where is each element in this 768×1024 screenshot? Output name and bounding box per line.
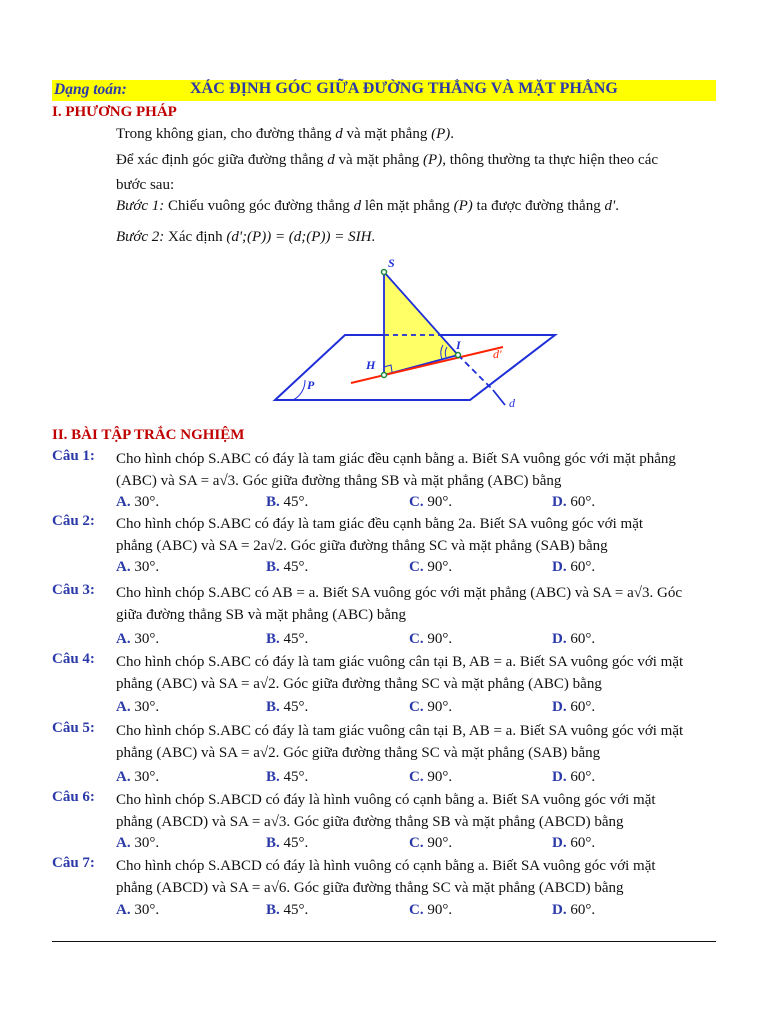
option-d[interactable]: D. 60°. — [552, 631, 596, 647]
section-heading-exercises: II. BÀI TẬP TRẮC NGHIỆM — [52, 427, 245, 443]
option-b[interactable]: B. 45°. — [266, 902, 309, 918]
question-number: Câu 7: — [52, 855, 95, 871]
point-i — [456, 353, 461, 358]
label-d: d — [509, 396, 515, 410]
question-text: Cho hình chóp S.ABC có đáy là tam giác đều cạnh bằng 2a. Biết SA vuông góc với mặt phẳng (ABC) và SA = 2a√2. Góc giữa đường thẳng SC và mặt phẳng (SAB) bằng — [116, 516, 644, 554]
option-a[interactable]: A. 30°. — [116, 631, 160, 647]
answer-options — [116, 631, 716, 651]
line-d-hidden — [458, 355, 493, 390]
option-d[interactable]: D. 60°. — [552, 769, 596, 785]
answer-options — [116, 769, 716, 789]
option-c[interactable]: C. 90°. — [409, 631, 453, 647]
option-c[interactable]: C. 90°. — [409, 769, 453, 785]
option-b[interactable]: B. 45°. — [266, 494, 309, 510]
option-c[interactable]: C. 90°. — [409, 902, 453, 918]
option-a[interactable]: A. 30°. — [116, 494, 160, 510]
option-a[interactable]: A. 30°. — [116, 699, 160, 715]
question-text: Cho hình chóp S.ABCD có đáy là hình vuông có cạnh bằng a. Biết SA vuông góc với mặt phẳng (ABCD) và SA = a√3. Góc giữa đường thẳng SB và mặt phẳng (ABCD) bằng — [116, 792, 656, 830]
answer-options — [116, 559, 716, 579]
label-dprime: d' — [493, 347, 502, 361]
question-text: Cho hình chóp S.ABC có AB = a. Biết SA vuông góc với mặt phẳng (ABC) và SA = a√3. Góc giữa đường thẳng SB và mặt phẳng (ABC) bằng — [116, 585, 682, 623]
line-d — [493, 390, 505, 405]
section-heading-method: I. PHƯƠNG PHÁP — [52, 104, 177, 120]
option-b[interactable]: B. 45°. — [266, 835, 309, 851]
option-d[interactable]: D. 60°. — [552, 699, 596, 715]
method-line-2: Để xác định góc giữa đường thẳng d và mặt phẳng (P), thông thường ta thực hiện theo các — [116, 152, 659, 168]
method-step-2: Bước 2: Xác định (d';(P)) = (d;(P)) = SIH. — [116, 229, 376, 245]
plane-angle-figure — [265, 255, 565, 420]
option-d[interactable]: D. 60°. — [552, 902, 596, 918]
option-b[interactable]: B. 45°. — [266, 559, 309, 575]
label-s: S — [388, 256, 395, 270]
question-number: Câu 6: — [52, 789, 95, 805]
point-s — [382, 270, 387, 275]
option-a[interactable]: A. 30°. — [116, 769, 160, 785]
method-step-1: Bước 1: Chiếu vuông góc đường thẳng d lên mặt phẳng (P) ta được đường thẳng d'. — [116, 198, 619, 214]
option-a[interactable]: A. 30°. — [116, 902, 160, 918]
option-c[interactable]: C. 90°. — [409, 559, 453, 575]
question-text: Cho hình chóp S.ABC có đáy là tam giác đều cạnh bằng a. Biết SA vuông góc với mặt phẳng (ABC) và SA = a√3. Góc giữa đường thẳng SB và mặt phẳng (ABC) bằng — [116, 451, 676, 489]
question-text: Cho hình chóp S.ABCD có đáy là hình vuông có cạnh bằng a. Biết SA vuông góc với mặt phẳng (ABCD) và SA = a√6. Góc giữa đường thẳng SC và mặt phẳng (ABCD) bằng — [116, 858, 656, 896]
option-d[interactable]: D. 60°. — [552, 835, 596, 851]
answer-options — [116, 835, 716, 855]
label-i: I — [456, 338, 461, 352]
question-number: Câu 3: — [52, 582, 95, 598]
plane-corner-arc — [293, 380, 305, 400]
method-line-1: Trong không gian, cho đường thẳng d và mặt phẳng (P). — [116, 126, 454, 142]
question-number: Câu 2: — [52, 513, 95, 529]
title-prefix: Dạng toán: — [54, 81, 127, 98]
option-c[interactable]: C. 90°. — [409, 835, 453, 851]
option-d[interactable]: D. 60°. — [552, 559, 596, 575]
footer-divider — [52, 941, 716, 942]
question-number: Câu 1: — [52, 448, 95, 464]
question-text: Cho hình chóp S.ABC có đáy là tam giác vuông cân tại B, AB = a. Biết SA vuông góc với mặt phẳng (ABC) và SA = a√2. Góc giữa đường thẳng SC và mặt phẳng (SAB) bằng — [116, 723, 684, 761]
option-b[interactable]: B. 45°. — [266, 699, 309, 715]
answer-options — [116, 902, 716, 922]
question-number: Câu 4: — [52, 651, 95, 667]
option-a[interactable]: A. 30°. — [116, 559, 160, 575]
page-title: XÁC ĐỊNH GÓC GIỮA ĐƯỜNG THẲNG VÀ MẶT PHẲNG — [190, 80, 618, 97]
answer-options — [116, 494, 716, 514]
answer-options — [116, 699, 716, 719]
option-b[interactable]: B. 45°. — [266, 631, 309, 647]
option-c[interactable]: C. 90°. — [409, 699, 453, 715]
title-bar — [52, 80, 716, 101]
option-b[interactable]: B. 45°. — [266, 769, 309, 785]
method-line-3: bước sau: — [116, 177, 175, 193]
option-d[interactable]: D. 60°. — [552, 494, 596, 510]
label-p: P — [307, 378, 315, 392]
point-h — [382, 373, 387, 378]
question-number: Câu 5: — [52, 720, 95, 736]
label-h: H — [366, 358, 376, 372]
option-c[interactable]: C. 90°. — [409, 494, 453, 510]
option-a[interactable]: A. 30°. — [116, 835, 160, 851]
question-text: Cho hình chóp S.ABC có đáy là tam giác vuông cân tại B, AB = a. Biết SA vuông góc với mặt phẳng (ABC) và SA = a√2. Góc giữa đường thẳng SC và mặt phẳng (ABC) bằng — [116, 654, 684, 692]
